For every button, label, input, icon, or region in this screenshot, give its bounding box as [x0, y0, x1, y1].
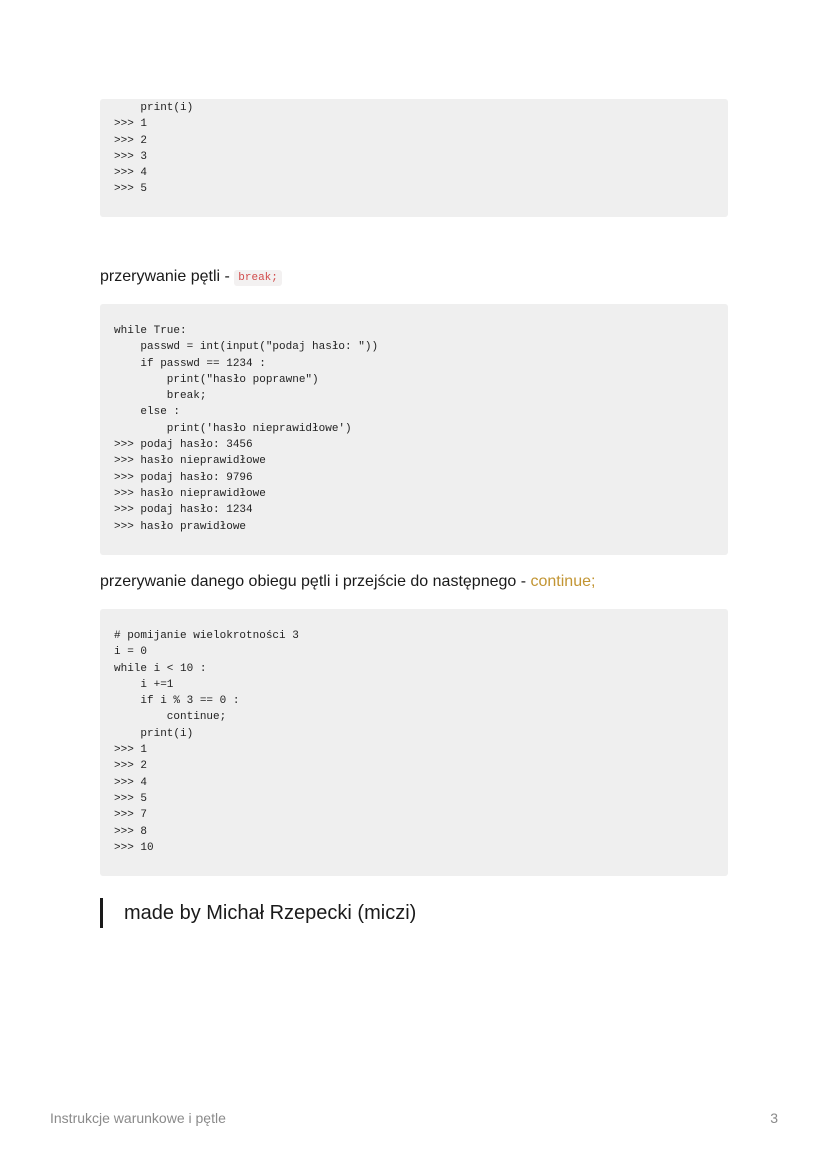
code-block-break-example — [100, 304, 728, 555]
heading-break-text: przerywanie pętli - — [100, 268, 235, 285]
inline-code-break: break; — [234, 270, 282, 286]
heading-continue-keyword: continue; — [530, 573, 596, 590]
author-quote-text: made by Michał Rzepecki (miczi) — [124, 901, 417, 924]
footer-document-title: Instrukcje warunkowe i pętle — [50, 1110, 226, 1126]
heading-continue-text: przerywanie danego obiegu pętli i przejście do następnego - — [100, 573, 531, 590]
code-for-loop-output: print(i) >>> 1 >>> 2 >>> 3 >>> 4 >>> 5 — [114, 102, 194, 196]
code-continue-example: # pomijanie wielokrotności 3 i = 0 while i < 10 : i +=1 if i % 3 == 0 : continue; print(i) >>> 1 >>> 2 >>> 4 >>> 5 >>> 7 >>> 8 >>> 10 — [114, 630, 299, 854]
code-block-continue-example — [100, 609, 728, 876]
heading-break — [100, 268, 282, 286]
code-block-for-loop-output — [100, 99, 728, 217]
code-break-example: while True: passwd = int(input("podaj hasło: ")) if passwd == 1234 : print("hasło poprawne") break; else : print('hasło nieprawidłowe') >>> podaj hasło: 3456 >>> hasło nieprawidłowe >>> podaj hasło: 9796 >>> hasło nieprawidłowe >>> podaj hasło: 1234 >>> hasło prawidłowe — [114, 325, 379, 533]
author-quote — [100, 898, 416, 928]
heading-continue — [100, 573, 595, 591]
footer-page-number: 3 — [770, 1110, 778, 1126]
